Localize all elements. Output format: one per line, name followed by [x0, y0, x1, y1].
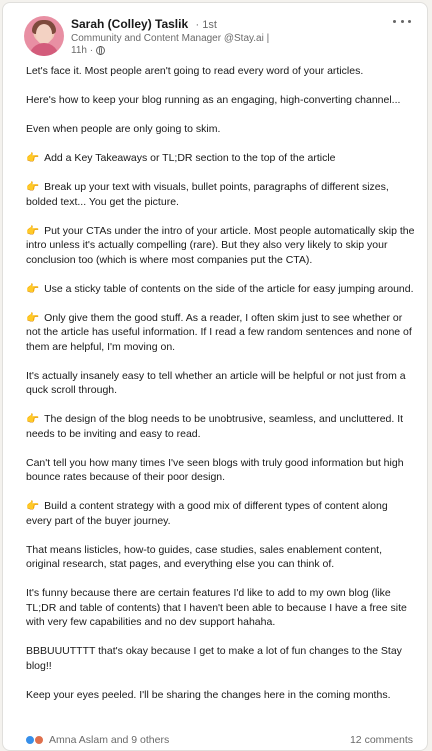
post-header	[3, 3, 427, 61]
author-name[interactable]: Sarah (Colley) Taslik	[71, 17, 189, 31]
comments-count[interactable]: 12 comments	[349, 734, 413, 746]
post-time: 11h ·	[71, 45, 94, 56]
post-bullet	[26, 282, 416, 297]
bullet-text: Build a content strategy with a good mix of different types of content along every part of the buyer journey.	[26, 500, 388, 527]
author-name-line[interactable]	[71, 17, 217, 33]
post-bullet	[26, 224, 416, 268]
connection-degree: · 1st	[195, 19, 217, 31]
bullet-text: Break up your text with visuals, bullet points, paragraphs of different sizes, bolded text... You get the picture.	[26, 181, 389, 208]
pointing-hand-icon: 👉	[26, 413, 40, 425]
post-paragraph: It's actually insanely easy to tell whether an article will be helpful or not just from a quck scroll through.	[26, 369, 406, 396]
post-bullet	[26, 180, 416, 209]
post-meta	[71, 44, 105, 57]
more-dot-3	[408, 20, 411, 23]
post-bullet	[26, 311, 416, 355]
pointing-hand-icon: 👉	[26, 224, 40, 237]
feed-post-card	[2, 2, 428, 751]
post-bullet	[26, 499, 416, 528]
post-paragraph: Even when people are only going to skim.	[26, 123, 221, 135]
post-bullet	[26, 151, 416, 166]
post-paragraph: Keep your eyes peeled. I'll be sharing the changes here in the coming months.	[26, 688, 391, 701]
post-paragraph: BBBUUUTTTT that's okay because I get to make a lot of fun changes to the Stay blog!!	[26, 645, 402, 672]
post-paragraph: It's funny because there are certain features I'd like to add to my own blog (like TL;DR and table of contents) that I haven't been able to because I have a free site with very few capabilities and no dev support hahaha.	[26, 587, 407, 628]
globe-icon	[96, 46, 105, 55]
avatar-face	[36, 24, 52, 44]
pointing-hand-icon: 👉	[26, 181, 40, 193]
post-paragraph: Here's how to keep your blog running as an engaging, high-converting channel...	[26, 94, 401, 106]
post-social-counts	[3, 736, 427, 750]
bullet-text: Put your CTAs under the intro of your article. Most people automatically skip the intro unless it's actually compelling (rare). But they also very likely to skip your conclusion too (which is where most companies put the CTA).	[26, 224, 415, 266]
bullet-text: Only give them the good stuff. As a reader, I often skim just to see whether or not the article has useful information. If I read a few random sentences and none of them are helpful, I'm moving on.	[26, 311, 412, 353]
more-dot-1	[393, 20, 396, 23]
pointing-hand-icon: 👉	[26, 311, 40, 324]
pointing-hand-icon: 👉	[26, 282, 40, 295]
more-dot-2	[401, 20, 404, 23]
post-body	[26, 64, 416, 717]
post-bullet	[26, 412, 416, 441]
love-reaction-icon	[34, 735, 44, 745]
more-options-icon[interactable]	[393, 14, 411, 28]
avatar-body	[29, 43, 59, 56]
bullet-text: The design of the blog needs to be unobtrusive, seamless, and uncluttered. It needs to be inviting and easy to read.	[26, 413, 404, 440]
post-paragraph: That means listicles, how-to guides, case studies, sales enablement content, original research, stat pages, and everything else you can think of.	[26, 543, 383, 570]
bullet-text: Add a Key Takeaways or TL;DR section to the top of the article	[44, 152, 336, 164]
author-headline: Community and Content Manager @Stay.ai |	[71, 33, 270, 44]
pointing-hand-icon: 👉	[26, 152, 40, 164]
author-avatar[interactable]	[24, 16, 64, 56]
bullet-text: Use a sticky table of contents on the side of the article for easy jumping around.	[44, 282, 414, 295]
reactions-text[interactable]: Amna Aslam and 9 others	[49, 734, 170, 746]
post-paragraph: Can't tell you how many times I've seen blogs with truly good information but high bounce rates because of their poor design.	[26, 456, 404, 483]
reactions-summary[interactable]	[25, 734, 169, 746]
pointing-hand-icon: 👉	[26, 500, 40, 512]
post-paragraph: Let's face it. Most people aren't going to read every word of your articles.	[26, 65, 364, 77]
